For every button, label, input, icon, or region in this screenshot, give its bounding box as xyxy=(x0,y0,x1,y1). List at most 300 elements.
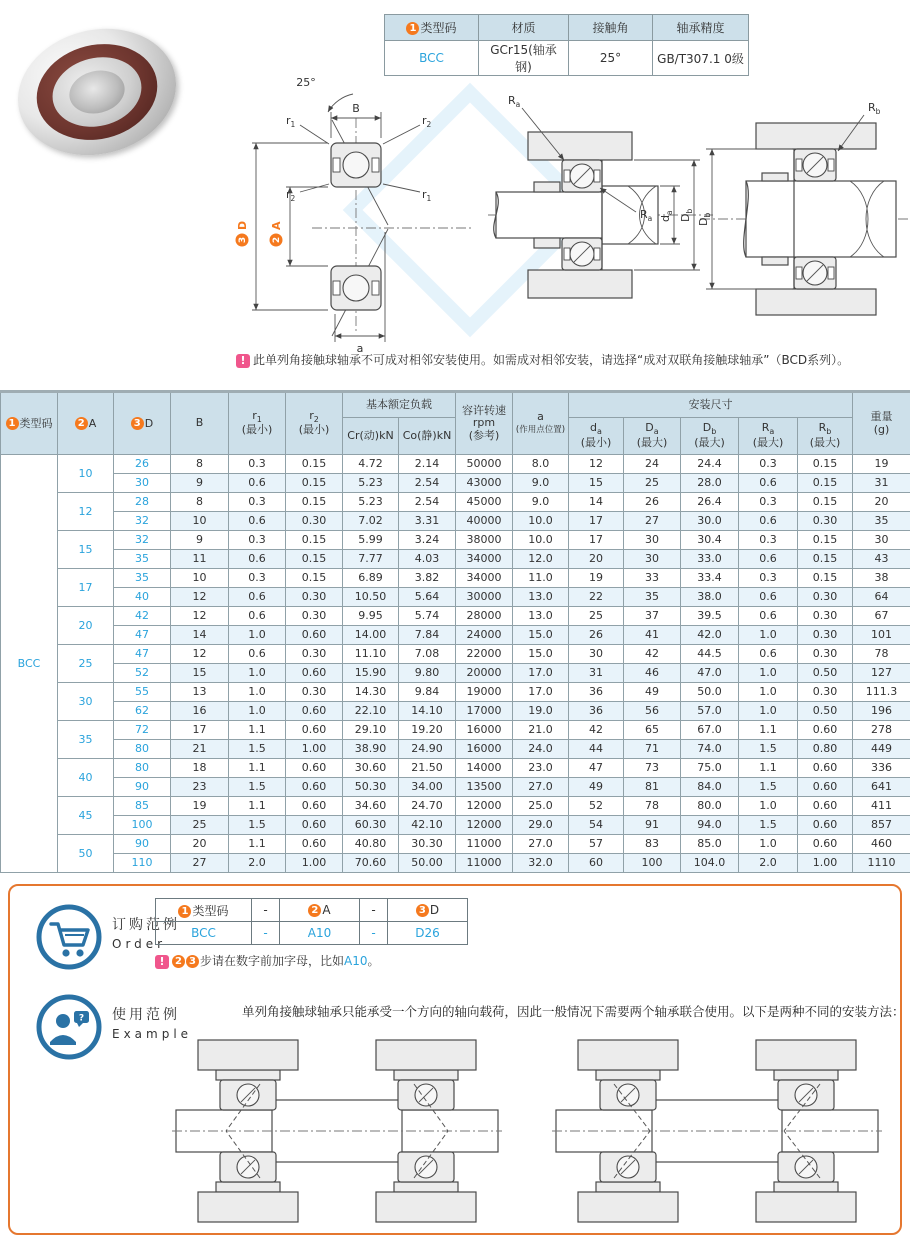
table-cell: 41 xyxy=(624,626,681,645)
table-row xyxy=(1,759,910,778)
table-cell: 67 xyxy=(853,607,910,626)
table-cell: 1110 xyxy=(853,854,910,873)
table-cell: 9.84 xyxy=(399,683,456,702)
table-cell: 42.10 xyxy=(399,816,456,835)
badge-1-icon: 1 xyxy=(178,905,191,918)
table-cell: 31 xyxy=(853,474,910,493)
table-cell: 3.82 xyxy=(399,569,456,588)
table-row xyxy=(1,531,910,550)
table-cell: 30.4 xyxy=(681,531,739,550)
table-cell: 11.0 xyxy=(513,569,569,588)
table-cell: 1.1 xyxy=(229,797,286,816)
spec-value-contact-angle: 25° xyxy=(569,41,653,76)
cart-icon xyxy=(34,902,104,972)
table-cell: 30 xyxy=(853,531,910,550)
table-cell: 19000 xyxy=(456,683,513,702)
svg-text:Db: $D_b$ xyxy=(697,212,712,226)
spec-value-material: GCr15(轴承钢) xyxy=(479,41,569,76)
badge-2-icon: 2 xyxy=(308,904,321,917)
table-cell: 11000 xyxy=(456,835,513,854)
table-cell: 45000 xyxy=(456,493,513,512)
table-cell: 19 xyxy=(853,455,910,474)
table-cell: 0.3 xyxy=(229,569,286,588)
table-row xyxy=(1,702,910,721)
table-row xyxy=(1,626,910,645)
header-cr: Cr(动)kN xyxy=(343,418,399,455)
table-cell: 17 xyxy=(58,569,114,607)
table-cell: 2.54 xyxy=(399,493,456,512)
table-cell: 0.30 xyxy=(286,683,343,702)
table-cell: 27.0 xyxy=(513,835,569,854)
table-cell: 15.0 xyxy=(513,626,569,645)
table-cell: 0.6 xyxy=(739,512,798,531)
table-cell: 0.30 xyxy=(286,607,343,626)
table-cell: 0.6 xyxy=(229,588,286,607)
table-cell: 0.30 xyxy=(286,588,343,607)
person-icon xyxy=(34,992,104,1062)
table-row xyxy=(1,778,910,797)
table-cell: 0.30 xyxy=(286,512,343,531)
table-cell: 110 xyxy=(114,854,171,873)
order-value-d: D26 xyxy=(388,922,468,945)
table-cell: 8 xyxy=(171,493,229,512)
table-cell: 30 xyxy=(624,550,681,569)
table-cell: 28.0 xyxy=(681,474,739,493)
table-cell: 50.00 xyxy=(399,854,456,873)
header-group-load: 基本额定负载 xyxy=(343,392,456,418)
table-cell: 5.74 xyxy=(399,607,456,626)
table-cell: 94.0 xyxy=(681,816,739,835)
exclamation-icon: ! xyxy=(236,354,250,368)
dim-d-label xyxy=(236,221,250,247)
table-cell: 17 xyxy=(569,512,624,531)
table-cell: 14.30 xyxy=(343,683,399,702)
dim-a-pos-label: a xyxy=(356,342,364,355)
table-cell: 24.0 xyxy=(513,740,569,759)
table-cell: 0.6 xyxy=(739,550,798,569)
table-cell: 0.60 xyxy=(286,664,343,683)
table-cell: 1.0 xyxy=(229,664,286,683)
header-da: $d_a$ (最小) xyxy=(569,418,624,455)
table-cell: 47 xyxy=(114,626,171,645)
table-row xyxy=(1,816,910,835)
table-row xyxy=(1,835,910,854)
dim-rb-label: $R_b$ xyxy=(868,101,881,116)
table-cell: 72 xyxy=(114,721,171,740)
table-cell: 1.0 xyxy=(739,702,798,721)
table-cell: 15 xyxy=(569,474,624,493)
table-cell: 15 xyxy=(171,664,229,683)
table-cell: 10 xyxy=(58,455,114,493)
mounting-diagram-face-to-face xyxy=(552,1036,882,1226)
table-cell: 71 xyxy=(624,740,681,759)
dim-ra-label: $R_a$ xyxy=(640,208,653,223)
table-cell: 67.0 xyxy=(681,721,739,740)
table-cell: 19.20 xyxy=(399,721,456,740)
table-cell: 16000 xyxy=(456,740,513,759)
table-cell: 30 xyxy=(114,474,171,493)
table-cell: 1.0 xyxy=(229,683,286,702)
header-weight: 重量 (g) xyxy=(853,392,910,455)
table-cell: 20 xyxy=(58,607,114,645)
table-cell: 4.72 xyxy=(343,455,399,474)
order-dash: - xyxy=(360,922,388,945)
table-cell: 20000 xyxy=(456,664,513,683)
table-cell: 26 xyxy=(569,626,624,645)
header-group-mount: 安装尺寸 xyxy=(569,392,853,418)
table-cell: 101 xyxy=(853,626,910,645)
table-cell: 196 xyxy=(853,702,910,721)
table-cell: 35 xyxy=(853,512,910,531)
svg-text:2: 2 xyxy=(272,236,282,244)
table-cell: 1.5 xyxy=(739,778,798,797)
table-cell: 32.0 xyxy=(513,854,569,873)
order-dash: - xyxy=(252,899,280,922)
table-cell: 12.0 xyxy=(513,550,569,569)
table-cell: 40 xyxy=(114,588,171,607)
table-cell: 39.5 xyxy=(681,607,739,626)
svg-text:3: 3 xyxy=(238,236,248,244)
table-cell: 0.3 xyxy=(739,531,798,550)
table-cell: 30.60 xyxy=(343,759,399,778)
table-cell: 5.23 xyxy=(343,474,399,493)
table-cell: 30 xyxy=(569,645,624,664)
table-cell: 57.0 xyxy=(681,702,739,721)
table-cell: 23 xyxy=(171,778,229,797)
table-cell: 27 xyxy=(624,512,681,531)
table-cell: 26 xyxy=(114,455,171,474)
table-cell: 104.0 xyxy=(681,854,739,873)
table-cell: 2.14 xyxy=(399,455,456,474)
mounting-diagram-back-to-back xyxy=(172,1036,502,1226)
table-cell: 27 xyxy=(171,854,229,873)
table-cell: 78 xyxy=(624,797,681,816)
svg-text:A: A xyxy=(270,221,283,230)
table-cell: 73 xyxy=(624,759,681,778)
svg-text:D: D xyxy=(236,220,249,230)
table-cell: 8.0 xyxy=(513,455,569,474)
order-value-a: A10 xyxy=(280,922,360,945)
table-cell: 54 xyxy=(569,816,624,835)
table-cell: 33.0 xyxy=(681,550,739,569)
table-cell: 64 xyxy=(853,588,910,607)
table-cell: 22000 xyxy=(456,645,513,664)
table-cell: 29.10 xyxy=(343,721,399,740)
table-row xyxy=(1,512,910,531)
table-cell: 1.5 xyxy=(229,778,286,797)
table-cell: 0.15 xyxy=(286,550,343,569)
table-cell: 34.60 xyxy=(343,797,399,816)
table-cell: 17 xyxy=(569,531,624,550)
table-cell: 0.3 xyxy=(739,493,798,512)
table-cell: 24.90 xyxy=(399,740,456,759)
table-cell: 47.0 xyxy=(681,664,739,683)
table-cell: 12000 xyxy=(456,816,513,835)
table-cell: 32 xyxy=(114,512,171,531)
table-cell: 21 xyxy=(171,740,229,759)
table-cell: 336 xyxy=(853,759,910,778)
table-cell: 13500 xyxy=(456,778,513,797)
installation-diagram-left xyxy=(488,88,713,343)
table-cell: 50.0 xyxy=(681,683,739,702)
table-cell: 0.6 xyxy=(229,512,286,531)
dim-da-label xyxy=(659,210,674,222)
table-cell: 34000 xyxy=(456,569,513,588)
header-co: Co(静)kN xyxy=(399,418,456,455)
table-cell: 0.60 xyxy=(798,835,853,854)
table-cell: 83 xyxy=(624,835,681,854)
table-cell: 1.5 xyxy=(739,816,798,835)
table-cell: 80 xyxy=(114,740,171,759)
table-cell: 17.0 xyxy=(513,683,569,702)
table-cell: 25 xyxy=(58,645,114,683)
table-cell: 1.00 xyxy=(286,854,343,873)
table-cell: 3.24 xyxy=(399,531,456,550)
table-cell: 3.31 xyxy=(399,512,456,531)
order-header-a: 2 A xyxy=(280,899,360,922)
table-cell: 25 xyxy=(569,607,624,626)
table-cell: 23.0 xyxy=(513,759,569,778)
table-cell: 278 xyxy=(853,721,910,740)
table-row xyxy=(1,550,910,569)
table-cell: 30 xyxy=(58,683,114,721)
table-cell: 75.0 xyxy=(681,759,739,778)
spec-header-material: 材质 xyxy=(479,15,569,41)
table-cell: 81 xyxy=(624,778,681,797)
table-cell: 9 xyxy=(171,474,229,493)
table-cell: 57 xyxy=(569,835,624,854)
order-header-type: 1 类型码 xyxy=(156,899,252,922)
header-Db: $D_b$ (最大) xyxy=(681,418,739,455)
badge-3-icon: 3 xyxy=(131,417,144,430)
table-cell: 38000 xyxy=(456,531,513,550)
table-row xyxy=(1,683,910,702)
table-cell: 10.0 xyxy=(513,512,569,531)
table-cell: 0.30 xyxy=(798,588,853,607)
table-cell: 20 xyxy=(853,493,910,512)
table-cell: 0.15 xyxy=(286,455,343,474)
header-b: B xyxy=(171,392,229,455)
table-cell: 0.60 xyxy=(286,626,343,645)
badge-2-icon: 2 xyxy=(172,955,185,968)
table-cell: 13 xyxy=(171,683,229,702)
table-cell: 30.30 xyxy=(399,835,456,854)
table-cell: 1.0 xyxy=(739,683,798,702)
example-panel xyxy=(8,884,905,1235)
table-cell: 0.60 xyxy=(286,702,343,721)
table-cell: 30 xyxy=(624,531,681,550)
table-cell: 0.60 xyxy=(286,816,343,835)
table-cell: 14 xyxy=(171,626,229,645)
main-table-body xyxy=(1,455,910,873)
table-cell: 36 xyxy=(569,702,624,721)
order-value-type: BCC xyxy=(156,922,252,945)
header-Da: $D_a$ (最大) xyxy=(624,418,681,455)
order-header-row xyxy=(156,899,468,922)
table-cell: 11 xyxy=(171,550,229,569)
table-cell: 0.6 xyxy=(229,474,286,493)
table-cell: 1.00 xyxy=(798,854,853,873)
angle-label: 25° xyxy=(296,76,316,89)
table-cell: 2.54 xyxy=(399,474,456,493)
dim-r1-label: $r_1$ xyxy=(286,114,296,129)
badge-1-icon: 1 xyxy=(406,22,419,35)
table-cell: 9.80 xyxy=(399,664,456,683)
table-cell: 10 xyxy=(171,512,229,531)
table-cell: 47 xyxy=(569,759,624,778)
table-cell: 0.60 xyxy=(798,778,853,797)
table-cell: 0.6 xyxy=(739,607,798,626)
table-cell: 0.6 xyxy=(739,588,798,607)
table-cell: 0.60 xyxy=(286,797,343,816)
table-cell: 2.0 xyxy=(739,854,798,873)
table-cell: 0.60 xyxy=(286,759,343,778)
table-row xyxy=(1,474,910,493)
table-cell: 5.99 xyxy=(343,531,399,550)
table-cell: 26.4 xyxy=(681,493,739,512)
table-cell: 14 xyxy=(569,493,624,512)
table-cell: 62 xyxy=(114,702,171,721)
dim-r2-label: $r_2$ xyxy=(286,188,296,203)
table-cell: 70.60 xyxy=(343,854,399,873)
dim-r1-label: $r_1$ xyxy=(422,188,432,203)
spec-header-type-code: 1 类型码 xyxy=(385,15,479,41)
table-cell: 50 xyxy=(58,835,114,873)
table-cell: 13.0 xyxy=(513,588,569,607)
table-cell: 52 xyxy=(114,664,171,683)
table-cell: BCC xyxy=(1,455,58,873)
table-cell: 14000 xyxy=(456,759,513,778)
table-cell: 0.3 xyxy=(229,493,286,512)
dim-b-label: B xyxy=(352,102,360,115)
badge-3-icon: 3 xyxy=(186,955,199,968)
table-cell: 0.30 xyxy=(798,512,853,531)
table-cell: 90 xyxy=(114,835,171,854)
table-cell: 0.6 xyxy=(739,645,798,664)
table-cell: 40 xyxy=(58,759,114,797)
table-cell: 0.6 xyxy=(229,607,286,626)
table-cell: 7.08 xyxy=(399,645,456,664)
table-cell: 6.89 xyxy=(343,569,399,588)
table-cell: 0.15 xyxy=(798,474,853,493)
table-cell: 90 xyxy=(114,778,171,797)
table-cell: 12000 xyxy=(456,797,513,816)
table-cell: 12 xyxy=(171,588,229,607)
header-Rb: $R_b$ (最大) xyxy=(798,418,853,455)
table-cell: 0.15 xyxy=(798,569,853,588)
table-cell: 15 xyxy=(58,531,114,569)
pairing-note: ! 此单列角接触球轴承不可成对相邻安装使用。如需成对相邻安装，请选择“成对双联角接触球轴承”（BCD系列）。 xyxy=(236,351,849,368)
table-cell: 1.1 xyxy=(229,835,286,854)
table-cell: 16000 xyxy=(456,721,513,740)
table-cell: 1.0 xyxy=(229,626,286,645)
badge-2-icon: 2 xyxy=(75,417,88,430)
table-cell: 91 xyxy=(624,816,681,835)
table-cell: 13.0 xyxy=(513,607,569,626)
order-example-table xyxy=(155,898,468,945)
table-cell: 30000 xyxy=(456,588,513,607)
table-cell: 0.30 xyxy=(286,645,343,664)
table-cell: 0.60 xyxy=(798,721,853,740)
header-a: 2 A xyxy=(58,392,114,455)
table-cell: 36 xyxy=(569,683,624,702)
table-cell: 0.6 xyxy=(229,550,286,569)
svg-text:?: ? xyxy=(78,1013,85,1024)
table-cell: 7.02 xyxy=(343,512,399,531)
table-cell: 28000 xyxy=(456,607,513,626)
table-cell: 5.64 xyxy=(399,588,456,607)
table-cell: 52 xyxy=(569,797,624,816)
table-cell: 19.0 xyxy=(513,702,569,721)
table-cell: 35 xyxy=(58,721,114,759)
table-cell: 24 xyxy=(624,455,681,474)
table-cell: 2.0 xyxy=(229,854,286,873)
table-cell: 40000 xyxy=(456,512,513,531)
table-cell: 449 xyxy=(853,740,910,759)
table-cell: 47 xyxy=(114,645,171,664)
table-cell: 12 xyxy=(171,607,229,626)
table-cell: 16 xyxy=(171,702,229,721)
table-cell: 0.30 xyxy=(798,683,853,702)
order-dash: - xyxy=(252,922,280,945)
table-cell: 35 xyxy=(114,550,171,569)
order-header-d: 3 D xyxy=(388,899,468,922)
table-cell: 20 xyxy=(171,835,229,854)
table-cell: 411 xyxy=(853,797,910,816)
table-cell: 33.4 xyxy=(681,569,739,588)
table-cell: 0.30 xyxy=(798,607,853,626)
table-cell: 42 xyxy=(624,645,681,664)
table-cell: 127 xyxy=(853,664,910,683)
table-cell: 25.0 xyxy=(513,797,569,816)
table-cell: 80.0 xyxy=(681,797,739,816)
table-row xyxy=(1,588,910,607)
table-cell: 80 xyxy=(114,759,171,778)
table-cell: 0.6 xyxy=(739,474,798,493)
table-row xyxy=(1,664,910,683)
table-cell: 19 xyxy=(171,797,229,816)
table-cell: 7.77 xyxy=(343,550,399,569)
table-cell: 11000 xyxy=(456,854,513,873)
table-cell: 0.6 xyxy=(229,645,286,664)
table-cell: 10.0 xyxy=(513,531,569,550)
table-cell: 43 xyxy=(853,550,910,569)
dim-a-label xyxy=(270,221,284,247)
dim-ra-label: $R_a$ xyxy=(508,94,521,109)
installation-diagram-right xyxy=(697,93,910,345)
table-cell: 1.0 xyxy=(229,702,286,721)
table-cell: 1.1 xyxy=(229,759,286,778)
table-cell: 18 xyxy=(171,759,229,778)
table-cell: 9.95 xyxy=(343,607,399,626)
table-cell: 21.50 xyxy=(399,759,456,778)
table-cell: 0.60 xyxy=(798,816,853,835)
table-cell: 14.00 xyxy=(343,626,399,645)
table-cell: 50000 xyxy=(456,455,513,474)
dim-db-label xyxy=(679,209,694,222)
table-row xyxy=(1,797,910,816)
table-cell: 1.00 xyxy=(286,740,343,759)
table-cell: 40.80 xyxy=(343,835,399,854)
table-cell: 30.0 xyxy=(681,512,739,531)
table-cell: 12 xyxy=(569,455,624,474)
table-cell: 42.0 xyxy=(681,626,739,645)
table-cell: 1.5 xyxy=(739,740,798,759)
table-cell: 25 xyxy=(171,816,229,835)
table-cell: 1.1 xyxy=(739,721,798,740)
dimension-table xyxy=(0,390,910,873)
table-header-row xyxy=(1,392,910,418)
